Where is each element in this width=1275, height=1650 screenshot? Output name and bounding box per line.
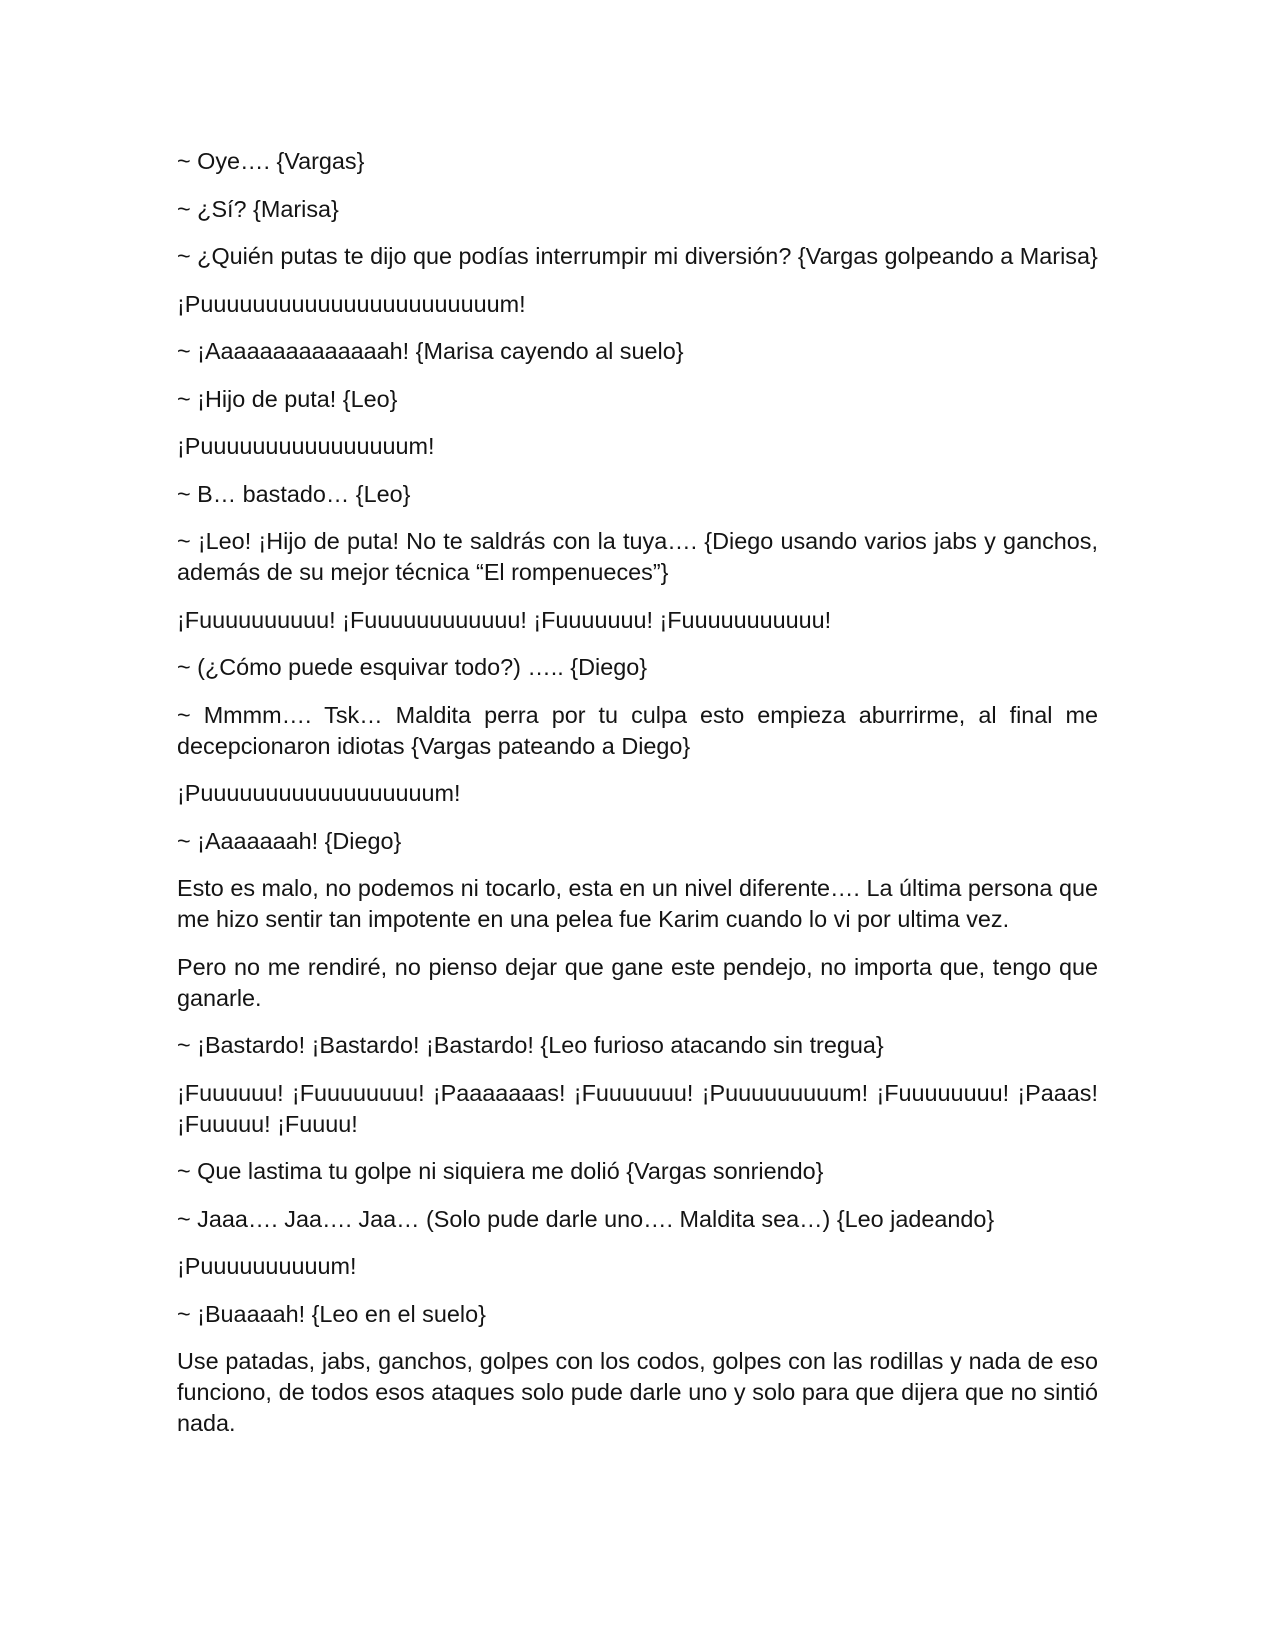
dialogue-line: ~ Que lastima tu golpe ni siquiera me dolió {Vargas sonriendo} [177,1158,824,1184]
document-page [177,146,1098,1456]
dialogue-line: ~ ¡Buaaaah! {Leo en el suelo} [177,1300,486,1327]
dialogue-line: ~ (¿Cómo puede esquivar todo?) ….. {Diego} [177,654,648,680]
dialogue-line: ~ B… bastado… {Leo} [177,480,411,507]
narration-paragraph: Esto es malo, no podemos ni tocarlo, esta en un nivel diferente…. La última persona que me hizo sentir tan impotente en una pelea fue Karim cuando lo vi por ultima vez. [177,875,1098,932]
sound-effect-line: ¡Fuuuuuu! ¡Fuuuuuuuu! ¡Paaaaaaas! ¡Fuuuuuuu! ¡Puuuuuuuuum! ¡Fuuuuuuuu! ¡Paaas! ¡Fuuuuu! ¡Fuuuu! [177,1079,1098,1137]
dialogue-line: ~ Oye…. {Vargas} [177,148,365,174]
dialogue-line: ~ ¡Aaaaaaah! {Diego} [177,827,402,854]
dialogue-line: ~ ¡Leo! ¡Hijo de puta! No te saldrás con la tuya…. {Diego usando varios jabs y ganchos, además de su mejor técnica “El rompenueces”} [177,528,1098,585]
sound-effect-line: ¡Puuuuuuuuuuuuuuuuuum! [177,780,461,806]
dialogue-line: ~ ¡Bastardo! ¡Bastardo! ¡Bastardo! {Leo furioso atacando sin tregua} [177,1032,884,1058]
dialogue-line: ~ Mmmm…. Tsk… Maldita perra por tu culpa esto empieza aburrirme, al final me decepcionaron idiotas {Vargas pateando a Diego} [177,701,1098,759]
dialogue-line: ~ ¿Sí? {Marisa} [177,195,339,222]
dialogue-line: ~ ¿Quién putas te dijo que podías interrumpir mi diversión? {Vargas golpeando a Marisa} [177,243,1098,269]
narration-paragraph: Pero no me rendiré, no pienso dejar que gane este pendejo, no importa que, tengo que ganarle. [177,953,1098,1011]
dialogue-line: ~ ¡Hijo de puta! {Leo} [177,385,398,412]
dialogue-line: ~ ¡Aaaaaaaaaaaaaah! {Marisa cayendo al suelo} [177,338,684,364]
sound-effect-line: ¡Puuuuuuuuuuuuuuuuuuuuuuum! [177,290,526,317]
sound-effect-line: ¡Puuuuuuuuuum! [177,1253,357,1279]
sound-effect-line: ¡Fuuuuuuuuuu! ¡Fuuuuuuuuuuuu! ¡Fuuuuuuu! ¡Fuuuuuuuuuuu! [177,606,832,633]
narration-paragraph: Use patadas, jabs, ganchos, golpes con los codos, golpes con las rodillas y nada de eso funciono, de todos esos ataques solo pude darle uno y solo para que dijera que no sintió nada. [177,1348,1098,1436]
dialogue-line: ~ Jaaa…. Jaa…. Jaa… (Solo pude darle uno…. Maldita sea…) {Leo jadeando} [177,1205,995,1232]
sound-effect-line: ¡Puuuuuuuuuuuuuuuum! [177,433,435,459]
